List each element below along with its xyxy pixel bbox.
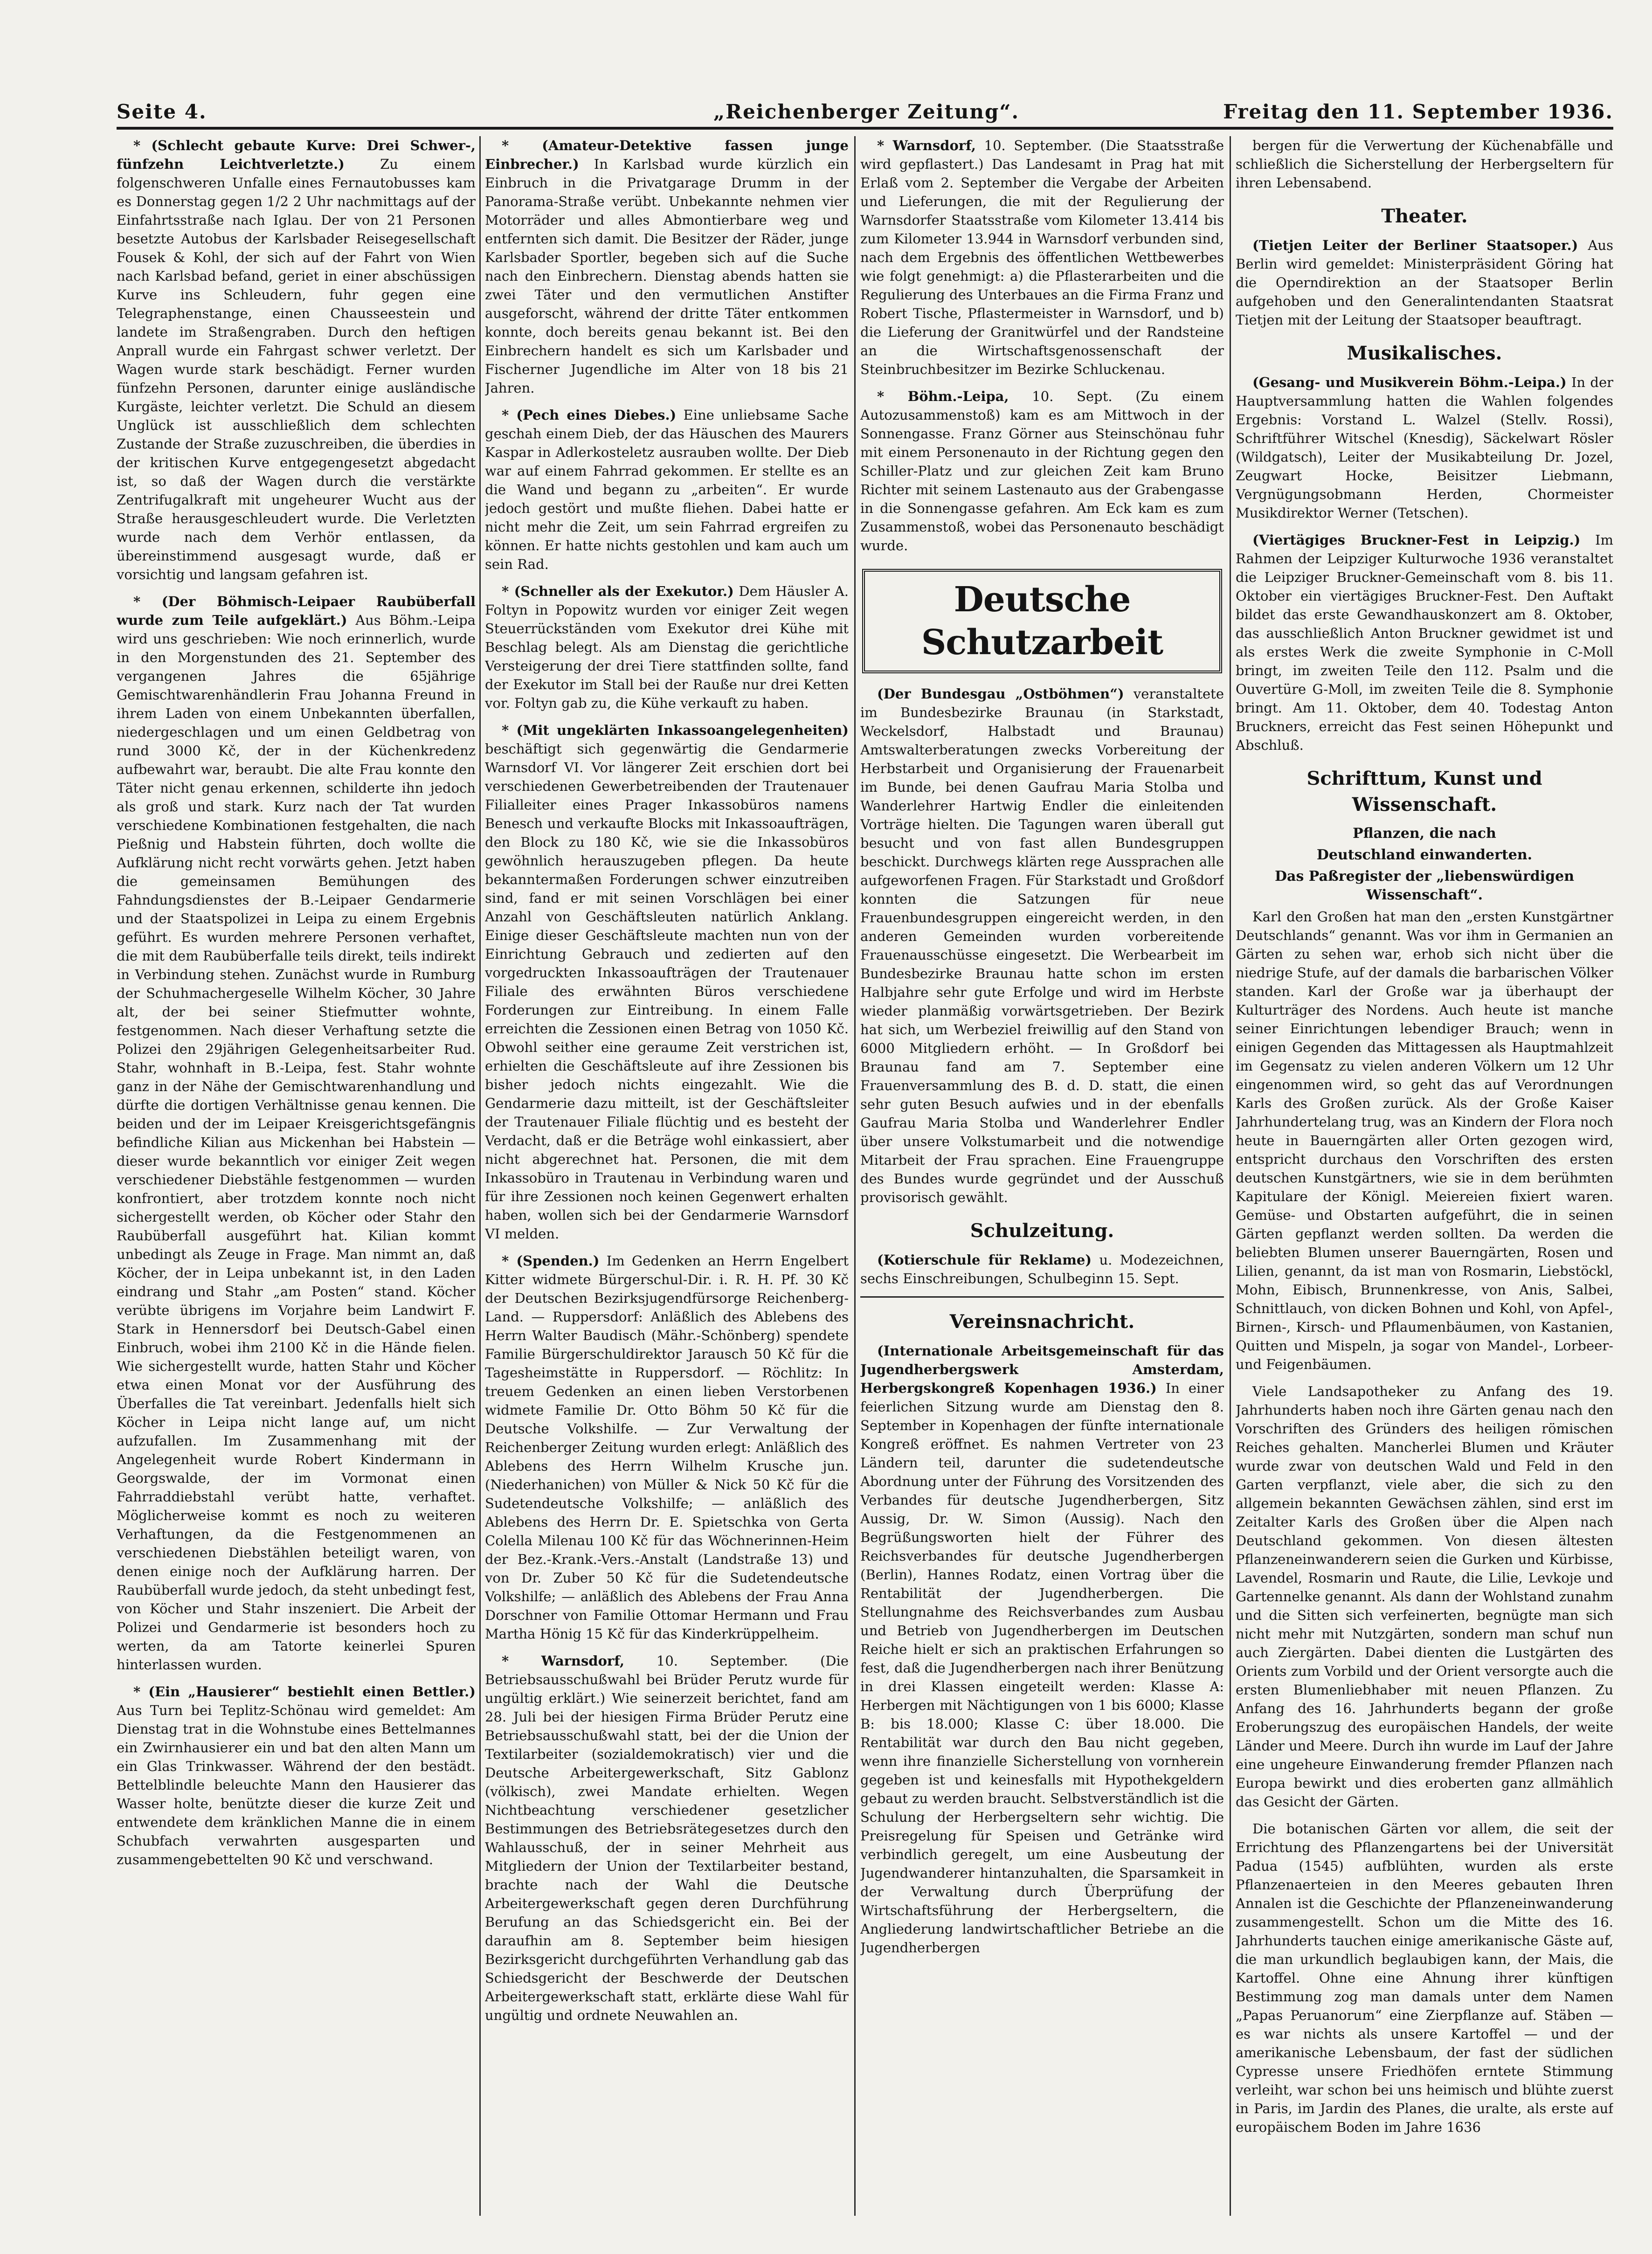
article-paragraph: [1236, 136, 1613, 192]
news-article: [860, 684, 1224, 1207]
news-article: [117, 592, 476, 1674]
news-article: [485, 582, 849, 712]
article-subtitle: Deutschland einwanderten.: [1316, 847, 1533, 863]
article-paragraph: [1236, 1819, 1613, 2136]
news-article: [1236, 373, 1613, 522]
article-paragraph: [1236, 373, 1613, 522]
news-article: [860, 387, 1224, 555]
article-paragraph: [860, 684, 1224, 1207]
article-body: 10. September. (Die Staatsstraße wird gepflastert.) Das Landesamt in Prag hat mit Erlaß vom 2. September die Vergabe der Arbeiten und Lieferungen, die mit der Regulierung der Warnsdorfer Staatsstraße vom Kilometer 13.414 bis zum Kilometer 13.944 in Warnsdorf verbunden sind, nach dem Ergebnis des öffentlichen Wettbewerbes wie folgt genehmigt: a) die Pflasterarbeiten und die Regulierung des Unterbaues an die Firma Franz und Robert Tische, Pflastermeister in Warnsdorf, und b) die Lieferung der Granitwürfel und der Randsteine an die Wirtschaftsgenossenschaft der Steinbruchbesitzer im Bezirke Schluckenau.: [860, 138, 1224, 377]
article-subtitle: Das Paßregister der „liebenswürdigen Wissenschaft“.: [1274, 868, 1575, 903]
article-lead: * (Spenden.): [502, 1253, 600, 1269]
article-body: Zu einem folgenschweren Unfalle eines Fernautobusses kam es Donnerstag gegen 1/2 2 Uhr nachmittags auf der Einfahrtsstraße nach Iglau. Der von 21 Personen besetzte Autobus der Karlsbader Reisegesellschaft Fousek & Kohl, der sich auf der Fahrt von Wien nach Karlsbad befand, geriet in einer abschüssigen Kurve ins Schleudern, fuhr gegen eine Telegraphenstange, einen Chausseestein und landete im Straßengraben. Durch den heftigen Anprall wurde ein Fahrgast schwer verletzt. Der Wagen wurde stark beschädigt. Ferner wurden fünfzehn Personen, darunter einige ausländische Kurgäste, leichter verletzt. Die Schuld an diesem Unglück ist ausschließlich dem schlechten Zustande der Straße zuzuschreiben, die überdies in der kritischen Kurve entgegengesetzt abgedacht ist, so daß der Wagen durch die verstärkte Zentrifugalkraft mit ungeheurer Wucht aus der Straße herausgeschleudert wurde. Die Verletzten wurde nach dem Verhör entlassen, da übereinstimmend ausgesagt wurde, daß er vorsichtig und langsam gefahren ist.: [117, 156, 476, 582]
article-lead: (Gesang- und Musikverein Böhm.-Leipa.): [1252, 374, 1567, 390]
news-article: [1236, 907, 1613, 1374]
news-article: [860, 1341, 1224, 1957]
header-rule: [117, 127, 1613, 130]
article-body: Viele Landsapotheker zu Anfang des 19. Jahrhunderts haben noch ihre Gärten genau nach den Vorschriften des Gründers des heiligen römischen Reiches gehalten. Mancherlei Blumen und Kräuter wurde zwar von deutschen Wald und Feld in den Garten verpflanzt, viele aber, die sich zu den allgemein bekannten Gewächsen zählen, sind erst im Zeitalter Karls des Großen über die Alpen nach Deutschland gekommen. Von diesen ältesten Pflanzeneinwanderern seien die Gurken und Kürbisse, Lavendel, Rosmarin und Raute, die Lilie, Levkoje und Gartennelke genannt. Als dann der Wohlstand zunahm und die Sitten sich verfeinerten, begnügte man sich nicht mehr mit Nutzgärten, sondern man schuf nun auch Ziergärten. Dabei dienten die Lustgärten des Orients zum Vorbild und der Orient versorgte auch die ersten Blumenliebhaber mit neuen Pflanzen. Zu Anfang des 16. Jahrhunderts begann der große Eroberungszug des europäischen Handels, der weite Länder und Meere. Durch ihn wurde im Lauf der Jahre eine ungeheure Einwanderung fremder Pflanzen nach Europa bewirkt und dies eroberten ganz allmählich das Gesicht der Gärten.: [1236, 1383, 1613, 1810]
news-article: [117, 1682, 476, 1869]
article-lead: * (Pech eines Diebes.): [502, 407, 677, 423]
article-body: In Karlsbad wurde kürzlich ein Einbruch in die Privatgarage Drumm in der Panorama-Straße verübt. Unbekannte nehmen vier Motorräder und alles Abmontierbare weg und entfernten sich damit. Die Besitzer der Räder, junge Karlsbader Sportler, begeben sich auf die Suche nach den Einbrechern. Dienstag abends hatten sie zwei Täter und den vermutlichen Anstifter ausgeforscht, während der dritte Täter entkommen konnte, doch bereits genau bekannt ist. Bei den Einbrechern handelt es sich um Karlsbader und Fischerner Jugendliche im Alter von 18 bis 21 Jahren.: [485, 156, 849, 396]
article-paragraph: [117, 136, 476, 584]
news-article: [1236, 236, 1613, 329]
article-lead: * (Ein „Hausierer“ bestiehlt einen Bettler.): [133, 1684, 476, 1700]
column-divider: [854, 136, 856, 2216]
article-paragraph: [485, 406, 849, 574]
column-3: [860, 136, 1224, 2206]
news-article: [1236, 136, 1613, 192]
article-lead: (Kotierschule für Reklame): [877, 1252, 1092, 1268]
article-paragraph: [1236, 236, 1613, 329]
article-lead: * (Amateur-Detektive fassen junge Einbrecher.): [485, 138, 849, 172]
newspaper-title: „Reichenberger Zeitung“.: [713, 100, 1020, 123]
article-paragraph: [485, 721, 849, 1243]
article-paragraph: [1236, 1382, 1613, 1811]
article-body: Karl den Großen hat man den „ersten Kunstgärtner Deutschlands“ genannt. Was vor ihm in Germanien an Gärten zu sehen war, erhob sich nicht über die niedrige Stufe, auf der damals die barbarischen Völker standen. Karl der Große war ja überhaupt der Kulturträger des Nordens. Auch heute ist manche seiner Einrichtungen lebendiger Brauch; wenn in einigen Gegenden das Mittagessen als Hauptmahlzeit im Gegensatz zu vielen anderen Völkern um 12 Uhr eingenommen wird, so geht das auf Verordnungen Karls des Großen zurück. Als der Große Kaiser Jahrhundertelang trug, was an Kindern der Flora noch heute in Bauerngärten aller Orten gezogen wird, entspricht durchaus den Vorschriften des ersten deutschen Kunstgärtners, wie sie in dem berühmten Kapitulare der Königl. Meiereien fixiert waren. Gemüse- und Obstarten aufgeführt, die in seinen Gärten gepflanzt werden sollten. Da werden die beliebten Blumen unserer Bauerngärten, Rosen und Lilien, genannt, da ist man von Rosmarin, Liebstöckl, Mohn, Eibisch, Brunnenkresse, von Anis, Salbei, Schnittlauch, von dicken Bohnen und Kohl, von Apfel-, Birnen-, Kirsch- und Pflaumenbäumen, von Kastanien, Quitten und Mispeln, ja sogar von Mandel-, Lorbeer- und Feigenbäumen.: [1236, 909, 1613, 1372]
article-body: Im Gedenken an Herrn Engelbert Kitter widmete Bürgerschul-Dir. i. R. H. Pf. 30 Kč der Deutschen Bezirksjugendfürsorge Reichenberg-Land. — Ruppersdorf: Anläßlich des Ablebens des Herrn Walter Baudisch (Mähr.-Schönberg) spendete Familie Bürgerschuldirektor Jarausch 50 Kč für die Tagesheimstätte in Ruppersdorf. — Röchlitz: In treuem Gedenken an einen lieben Verstorbenen widmete Familie Dr. Otto Böhm 50 Kč für die Deutsche Volkshilfe. — Zur Verwaltung der Reichenberger Zeitung wurden erlegt: Anläßlich des Ablebens des Herrn Wilhelm Krusche jun. (Niederhanichen) von Müller & Nick 50 Kč für die Sudetendeutsche Volkshilfe; — anläßlich des Ablebens des Herrn Dr. E. Spietschka von Gerta Colella Milenau 100 Kč für das Wöchnerinnen-Heim der Bez.-Krank.-Vers.-Anstalt (Landstraße 13) und von Dr. Zuber 50 Kč für die Sudetendeutsche Volkshilfe; — anläßlich des Ablebens der Frau Anna Dorschner von Familie Ottomar Hermann und Frau Martha Hönig 15 Kč für das Kinderkrüppelheim.: [485, 1253, 849, 1642]
section-title-schrifttum: Schrifttum, Kunst und Wissenschaft.: [1306, 767, 1542, 816]
news-article: [1236, 531, 1613, 754]
article-body: Aus Berlin wird gemeldet: Ministerpräsident Göring hat die Operndirektion an der Staatsoper Berlin aufgehoben und den Generalintendanten Staatsrat Tietjen mit der Leitung der Staatsoper beauftragt.: [1236, 237, 1613, 328]
section-title-schulzeitung: Schulzeitung.: [970, 1220, 1114, 1242]
article-lead: (Internationale Arbeitsgemeinschaft für das Jugendherbergswerk Amsterdam, Herbergskongreß Kopenhagen 1936.): [860, 1343, 1224, 1396]
article-body: In der Hauptversammlung hatten die Wahlen folgendes Ergebnis: Vorstand L. Walzel (Stellv. Rossi), Schriftführer Witschel (Knesdig), Säckelwart Rösler (Wildgatsch), Leiter der Musikabteilung Dr. Jozel, Zeugwart Hocke, Beisitzer Liebmann, Vergnügungsobmann Herden, Chormeister Musikdirektor Werner (Tetschen).: [1236, 374, 1613, 521]
article-body: Aus Böhm.-Leipa wird uns geschrieben: Wie noch erinnerlich, wurde in den Morgenstunden des 21. September des vergangenen Jahres die 65jährige Gemischtwarenhändlerin Frau Johanna Freund in ihrem Laden von einem Unbekannten überfallen, niedergeschlagen und um einen Geldbetrag von rund 3000 Kč, der in der Küchenkredenz aufbewahrt war, beraubt. Die alte Frau konnte den Täter nicht genau erkennen, schilderte ihn jedoch als groß und stark. Kurz nach der Tat wurden verschiedene Kombinationen festgehalten, die nach Pießnig und Habstein führten, doch wollte die Aufklärung nicht recht vorwärts gehen. Jetzt haben die gemeinsamen Bemühungen des Fahndungsdienstes der B.-Leipaer Gendarmerie und der Staatspolizei in Leipa zu einem Ergebnis geführt. Es wurden mehrere Personen verhaftet, die mit dem Raubüberfalle teils direkt, teils indirekt in Verbindung stehen. Zunächst wurde in Rumburg der Schuhmachergeselle Wilhelm Köcher, 30 Jahre alt, der bei seiner Stiefmutter wohnte, festgenommen. Nach dieser Verhaftung setzte die Polizei den 29jährigen Gelegenheitsarbeiter Rud. Stahr, wohnhaft in B.-Leipa, fest. Stahr wohnte ganz in der Nähe der Gemischtwarenhandlung und dürfte die dortigen Verhältnisse genau kennen. Die beiden und der im Leipaer Kreisgerichtsgefängnis befindliche Kilian aus Mickenhan bei Habstein — dieser wurde bekanntlich vor einiger Zeit wegen verschiedener Diebstähle festgenommen — wurden konfrontiert, aber trotzdem konnte noch nicht sichergestellt werden, ob Köcher oder Stahr den Raubüberfall ausgeführt hat. Kilian kommt unbedingt als Zeuge in Frage. Man nimmt an, daß Köcher, der in Leipa unbekannt ist, in den Laden eindrang und Stahr „am Posten“ stand. Köcher verübte übrigens im Vorjahre beim Landwirt F. Stark in Hennersdorf bei Deutsch-Gabel einen Einbruch, wobei ihm 2100 Kč in die Hände fielen. Wie sichergestellt wurde, hatten Stahr und Köcher etwa einen Monat vor der Ausführung des Überfalles die Tat vereinbart. Jedenfalls hielt sich Köcher in Leipa nicht lange auf, um nicht aufzufallen. Im Zusammenhang mit der Angelegenheit wurde Robert Kindermann in Georgswalde, der im Vormonat einen Fahrraddiebstahl verübt hatte, verhaftet. Möglicherweise kommt es noch zu weiteren Verhaftungen, da die Festgenommenen an verschiedenen Diebstählen beteiligt waren, von denen einige noch der Aufklärung harren. Der Raubüberfall wurde jedoch, da steht unbedingt fest, von Köcher und Stahr inszeniert. Die Arbeit der Polizei und Gendarmerie ist besonders hoch zu werten, da am Tatorte keinerlei Spuren hinterlassen wurden.: [117, 612, 476, 1673]
column-1: [117, 136, 476, 2206]
article-body: Dem Häusler A. Foltyn in Popowitz wurden vor einiger Zeit wegen Steuerrückständen vom Exekutor drei Kühe mit Beschlag belegt. Als am Dienstag die gerichtliche Versteigerung der drei Tiere stattfinden sollte, fand der Exekutor im Stall bei der Rauße nur drei Ketten vor. Foltyn gab zu, die Kühe verkauft zu haben.: [485, 583, 849, 711]
article-lead: * (Schneller als der Exekutor.): [502, 583, 734, 599]
column-2: [485, 136, 849, 2206]
section-title-vereinsnachricht: Vereinsnachricht.: [949, 1311, 1135, 1333]
news-article: [117, 136, 476, 584]
news-article: [1236, 1382, 1613, 1811]
news-article: [485, 1652, 849, 2025]
news-article: [1236, 1819, 1613, 2136]
news-article: [485, 1251, 849, 1643]
article-lead: (Viertägiges Bruckner-Fest in Leipzig.): [1252, 532, 1581, 548]
article-lead: (Tietjen Leiter der Berliner Staatsoper.): [1252, 237, 1578, 253]
page-number: Seite 4.: [117, 100, 207, 123]
section-title-theater: Theater.: [1381, 205, 1468, 227]
article-paragraph: [860, 1251, 1224, 1288]
article-body: veranstaltete im Bundesbezirke Braunau (in Starkstadt, Weckelsdorf, Halbstadt und Braunau) Amtswalterberatungen zwecks Vorbereitung der Herbstarbeit und Organisierung der Frauenarbeit im Bunde, bei denen Gaufrau Maria Stolba und Wanderlehrer Hartwig Endler die einleitenden Vorträge hielten. Die Tagungen waren überall gut besucht und von fast allen Bundesgruppen beschickt. Durchwegs klärten rege Aussprachen alle aufgeworfenen Fragen. Für Starkstadt und Großdorf konnten die Satzungen für neue Frauenbundesgruppen eingereicht werden, in den anderen Gemeinden wurden vorbereitende Frauenausschüsse eingesetzt. Die Werbearbeit im Bundesbezirke Braunau hatte schon im ersten Halbjahre sehr gute Erfolge und wird im Herbste wieder planmäßig vorwärtsgetrieben. Der Bezirk hat sich, um Werbeziel freiwillig auf den Stand von 6000 Mitgliedern erhöht. — In Großdorf bei Braunau fand am 7. September eine Frauenversammlung des B. d. D. statt, die einen sehr guten Besuch aufwies und in der ebenfalls Gaufrau Maria Stolba und Wanderlehrer Endler über unsere Volkstumarbeit und die notwendige Mitarbeit der Frau sprachen. Eine Frauengruppe des Bundes wurde gegründet und der Ausschuß provisorisch gewählt.: [860, 686, 1224, 1205]
news-article: [860, 136, 1224, 379]
article-body: u. Modezeichnen, sechs Einschreibungen, Schulbeginn 15. Sept.: [860, 1252, 1224, 1286]
section-box-title: Deutsche Schutzarbeit: [862, 569, 1222, 673]
article-body: 10. September. (Die Betriebsausschußwahl bei Brüder Perutz wurde für ungültig erklärt.) Wie seinerzeit berichtet, fand am 28. Juli bei der hiesigen Firma Brüder Perutz eine Betriebsausschußwahl statt, bei der die Union der Textilarbeiter (sozialdemokratisch) vier und die Deutsche Arbeitergewerkschaft, Sitz Gablonz (völkisch), zwei Mandate erhielten. Wegen Nichtbeachtung verschiedener gesetzlicher Bestimmungen des Betriebsrätegesetzes durch den Wahlausschuß, der in seiner Mehrheit aus Mitgliedern der Union der Textilarbeiter bestand, brachte nach der Wahl die Deutsche Arbeitergewerkschaft gegen deren Durchführung Berufung an das Schiedsgericht ein. Bei der daraufhin am 8. September beim hiesigen Bezirksgericht durchgeführten Verhandlung gab das Schiedsgericht der Beschwerde der Deutschen Arbeitergewerkschaft statt, erklärte diese Wahl für ungültig und ordnete Neuwahlen an.: [485, 1653, 849, 2023]
article-body: In einer feierlichen Sitzung wurde am Dienstag den 8. September in Kopenhagen der fünfte internationale Kongreß eröffnet. Es nahmen Vertreter von 23 Ländern teil, darunter die sudetendeutsche Abordnung unter der Führung des Vorsitzenden des Verbandes für deutsche Jugendherbergen, Sitz Aussig, Dr. W. Simon (Aussig). Nach den Begrüßungsworten hielt der Führer des Reichsverbandes für deutsche Jugendherbergen (Berlin), Hannes Rodatz, einen Vortrag über die Rentabilität der Jugendherbergen. Die Stellungnahme des Reichsverbandes zum Ausbau und Betrieb von Jugendherbergen im Deutschen Reiche hielt er sich an praktischen Erfahrungen so fest, daß die Jugendherbergen nach ihrer Benützung in drei Klassen eingeteilt werden: Klasse A: Herbergen mit Nächtigungen von 1 bis 6000; Klasse B: bis 18.000; Klasse C: über 18.000. Die Rentabilität war durch den Bau nicht gegeben, wenn ihre finanzielle Sicherstellung von vornherein gegeben ist und keinesfalls mit Hypothekgeldern gebaut zu werden braucht. Selbstverständlich ist die Schulung der Herbergseltern sehr wichtig. Die Preisregelung für Speisen und Getränke wird verbindlich geregelt, um eine Ausbeutung der Jugendwanderer hintanzuhalten, die Sparsamkeit in der Verwaltung durch Überprüfung der Wirtschaftsführung der Herbergseltern, die Angliederung landwirtschaftlicher Betriebe an die Jugendherbergen: [860, 1380, 1224, 1956]
article-paragraph: [485, 582, 849, 712]
article-lead: * (Der Böhmisch-Leipaer Raubüberfall wurde zum Teile aufgeklärt.): [117, 594, 476, 628]
section-rule: [860, 1296, 1224, 1298]
article-paragraph: [860, 136, 1224, 379]
article-paragraph: [485, 1652, 849, 2025]
article-paragraph: [117, 1682, 476, 1869]
article-paragraph: [860, 1341, 1224, 1957]
issue-date: Freitag den 11. September 1936.: [1223, 100, 1613, 123]
article-body: 10. Sept. (Zu einem Autozusammenstoß) kam es am Mittwoch in der Sonnengasse. Franz Görner aus Steinschönau fuhr mit einem Personenauto in der Richtung gegen den Schiller-Platz und zur gleichen Zeit kam Bruno Richter mit seinem Lastenauto aus der Grabengasse in die Sonnengasse gefahren. Am Eck kam es zum Zusammenstoß, wobei das Personenauto beschädigt wurde.: [860, 388, 1224, 553]
article-body: Aus Turn bei Teplitz-Schönau wird gemeldet: Am Dienstag trat in die Wohnstube eines Bettelmannes ein Zwirnhausierer ein und bat den alten Mann um ein Glas Trinkwasser. Während der den bestädt. Bettelblindle beleuchte Mann den Hausierer das Wasser holte, benützte dieser die kurze Zeit und entwendete dem kränklichen Manne die in einem Schubfach verwahrten ausgesparten und zusammengebettelten 90 Kč und verschwand.: [117, 1702, 476, 1867]
article-lead: * Warnsdorf,: [502, 1653, 625, 1669]
news-article: [860, 1251, 1224, 1288]
article-lead: * (Mit ungeklärten Inkassoangelegenheiten): [502, 722, 849, 738]
article-lead: * Böhm.-Leipa,: [877, 388, 1009, 404]
article-paragraph: [485, 1251, 849, 1643]
article-lead: * (Schlecht gebaute Kurve: Drei Schwer-, fünfzehn Leichtverletzte.): [117, 138, 476, 172]
article-subtitle: Pflanzen, die nach: [1353, 825, 1496, 842]
article-lead: (Der Bundesgau „Ostböhmen“): [877, 686, 1124, 702]
article-paragraph: [1236, 531, 1613, 754]
news-article: [485, 721, 849, 1243]
article-lead: * Warnsdorf,: [877, 138, 976, 153]
article-body: Eine unliebsame Sache geschah einem Dieb, der das Häuschen des Maurers Kaspar in Adlerkosteletz ausrauben wollte. Der Dieb war auf einem Fahrrad gekommen. Er stellte es an die Wand und begann zu „arbeiten“. Er wurde jedoch gestört und mußte fliehen. Dabei hatte er nicht mehr die Zeit, um sein Fahrrad ergreifen zu können. Er hatte nichts gestohlen und kam auch um sein Rad.: [485, 407, 849, 572]
column-divider: [1230, 136, 1231, 2216]
article-paragraph: [117, 592, 476, 1674]
article-body: beschäftigt sich gegenwärtig die Gendarmerie Warnsdorf VI. Vor längerer Zeit erschien dort bei verschiedenen Gewerbetreibenden der Trautenauer Filialleiter eines Prager Inkassobüros namens Benesch und verkaufte Blocks mit Inkassoaufträgen, den Block zu 180 Kč, wie sie die Inkassobüros gewöhnlich herauszugeben pflegen. Da heute bekanntermaßen Forderungen schwer einzutreiben sind, fand er mit seinen Vorschlägen bei einer Anzahl von Geschäftsleuten natürlich Anklang. Einige dieser Geschäftsleute machten nun von der Einrichtung Gebrauch und zedierten auf den vorgedruckten Inkassoaufträgen der Trautenauer Filiale des erwähnten Büros verschiedene Forderungen zur Eintreibung. In einem Falle erreichten die Zessionen einen Betrag von 1050 Kč. Obwohl seither eine geraume Zeit verstrichen ist, erhielten die Geschäftsleute auf ihre Zessionen bis bisher jedoch nichts eingezahlt. Wie die Gendarmerie dazu mitteilt, ist der Geschäftsleiter der Trautenauer Filiale flüchtig und es besteht der Verdacht, daß er die Beträge wohl einkassiert, aber nicht abgerechnet hat. Personen, die mit dem Inkassobüro in Trautenau in Verbindung waren und für ihre Zessionen noch keinen Gegenwert erhalten haben, wollen sich bei der Gendarmerie Warnsdorf VI melden.: [485, 741, 849, 1242]
article-body: Im Rahmen der Leipziger Kulturwoche 1936 veranstaltet die Leipziger Bruckner-Gemeinschaft vom 8. bis 11. Oktober ein viertägiges Bruckner-Fest. Den Auftakt bildet das erste Gewandhauskonzert am 8. Oktober, das ausschließlich Anton Bruckner gewidmet ist und als erstes Werk die zweite Symphonie in C-Moll bringt, im zweiten Teile den 112. Psalm und die Ouvertüre G-Moll, im zweiten Teile die 8. Symphonie bringt. Am 11. Oktober, dem 40. Todestag Anton Bruckners, erreicht das Fest seinen Höhepunkt und Abschluß.: [1236, 532, 1613, 753]
article-paragraph: [485, 136, 849, 397]
news-article: [485, 406, 849, 574]
column-divider: [479, 136, 481, 2216]
column-4: [1236, 136, 1613, 2206]
article-body: Die botanischen Gärten vor allem, die seit der Errichtung des Pflanzengartens bei der Universität Padua (1545) aufblühten, wurden als erste Pflanzenaerteien in den Meeres gebauten Ihren Annalen ist die Geschichte der Pflanzeneinwanderung zusammengestellt. Schon um die Mitte des 16. Jahrhunderts tauchen einige amerikanische Gäste auf, die man urkundlich beglaubigen kann, der Mais, die Kartoffel. Ohne eine Ahnung ihrer künftigen Bestimmung zog man damals unter dem Namen „Papas Peruanorum“ eine Zierpflanze auf. Stäben — es war nichts als unsere Kartoffel — und der amerikanische Lebensbaum, der fast der südlichen Cypresse unsere Friedhöfen erntete Stimmung verleiht, war schon bei uns heimisch und blühte zuerst in Paris, im Jardin des Planes, die uralte, als erste auf europäischem Boden im Jahre 1636: [1236, 1821, 1613, 2135]
article-paragraph: [1236, 907, 1613, 1374]
article-paragraph: [860, 387, 1224, 555]
section-title-musik: Musikalisches.: [1347, 342, 1502, 364]
news-article: [485, 136, 849, 397]
article-body: bergen für die Verwertung der Küchenabfälle und schließlich die Sicherstellung der Herbergseltern für ihren Lebensabend.: [1236, 138, 1613, 191]
